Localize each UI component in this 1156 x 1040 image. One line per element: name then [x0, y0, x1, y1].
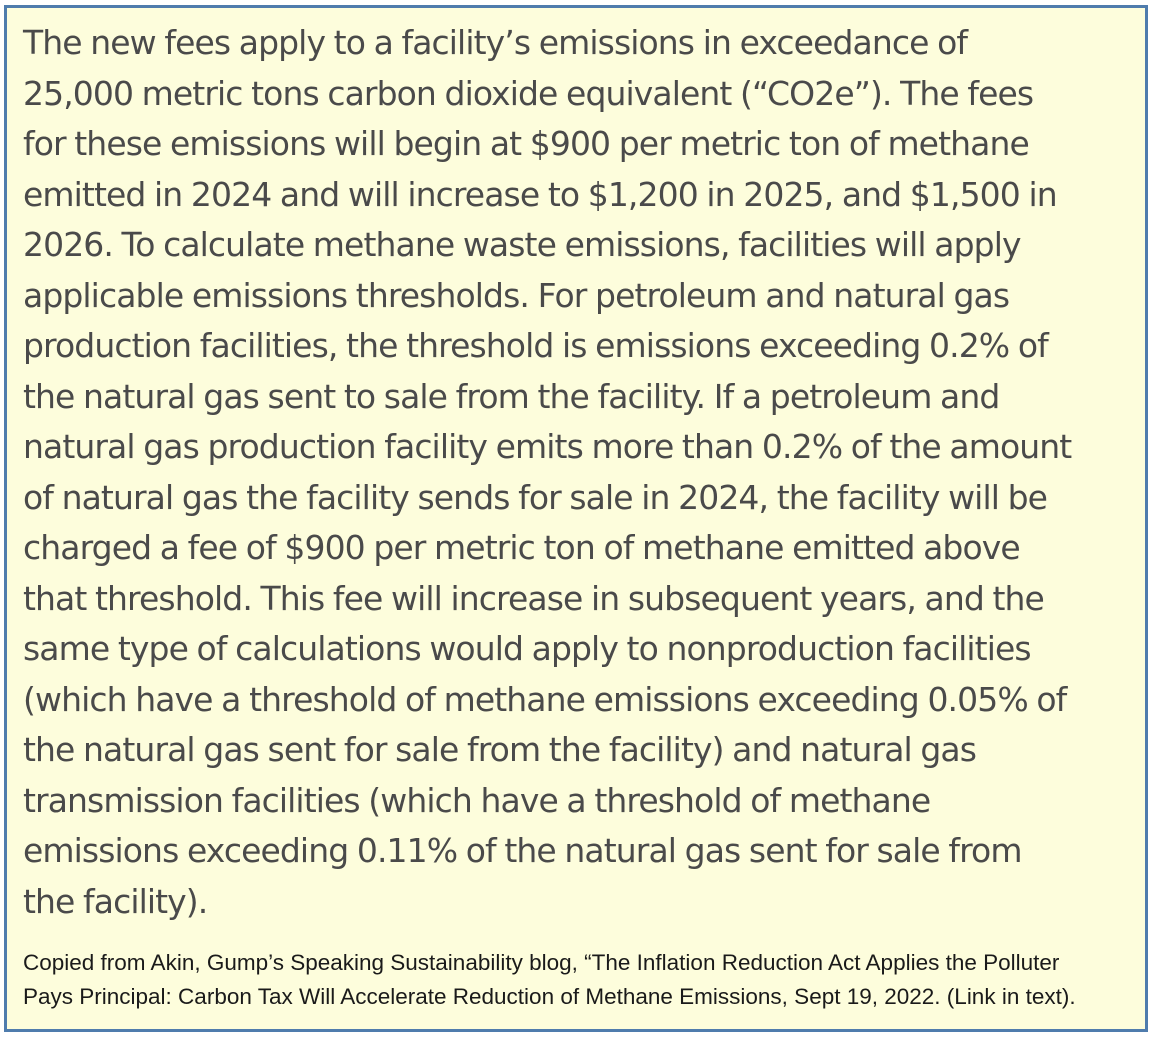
quote-line: of natural gas the facility sends for sale in 2024, the facility will be — [23, 477, 1048, 517]
citation-line: Pays Principal: Carbon Tax Will Accelerate Reduction of Methane Emissions, Sept 19, 2022. (Link in text). — [23, 984, 1076, 1009]
quote-line: the natural gas sent for sale from the facility) and natural gas — [23, 730, 977, 769]
quote-line: same type of calculations would apply to nonproduction facilities — [23, 629, 1031, 668]
quote-line: natural gas production facility emits more than 0.2% of the amount — [23, 427, 1072, 466]
quote-line: for these emissions will begin at $900 per metric ton of methane — [23, 124, 1029, 163]
quote-text — [23, 18, 1143, 927]
quote-line: the natural gas sent to sale from the facility. If a petroleum and — [23, 376, 1000, 416]
quote-line: (which have a threshold of methane emissions exceeding 0.05% of — [23, 679, 1067, 719]
quote-line: applicable emissions thresholds. For petroleum and natural gas — [23, 275, 1010, 315]
quote-line: emissions exceeding 0.11% of the natural gas sent for sale from — [23, 831, 1022, 870]
quote-line: 2026. To calculate methane waste emissions, facilities will apply — [23, 225, 1021, 264]
quote-line: that threshold. This fee will increase in subsequent years, and the — [23, 578, 1044, 618]
citation-line: Copied from Akin, Gump’s Speaking Sustainability blog, “The Inflation Reduction Act Applies the Polluter — [23, 950, 1060, 975]
quote-line: transmission facilities (which have a threshold of methane — [23, 780, 931, 820]
citation-text — [23, 946, 1147, 1014]
quote-box — [4, 5, 1148, 1032]
quote-line: emitted in 2024 and will increase to $1,200 in 2025, and $1,500 in — [23, 174, 1057, 214]
quote-line: the facility). — [23, 881, 208, 921]
quote-line: production facilities, the threshold is emissions exceeding 0.2% of — [23, 326, 1048, 365]
quote-line: The new fees apply to a facility’s emissions in exceedance of — [23, 23, 968, 62]
quote-line: 25,000 metric tons carbon dioxide equivalent (“CO2e”). The fees — [23, 73, 1034, 113]
quote-line: charged a fee of $900 per metric ton of methane emitted above — [23, 528, 1020, 567]
